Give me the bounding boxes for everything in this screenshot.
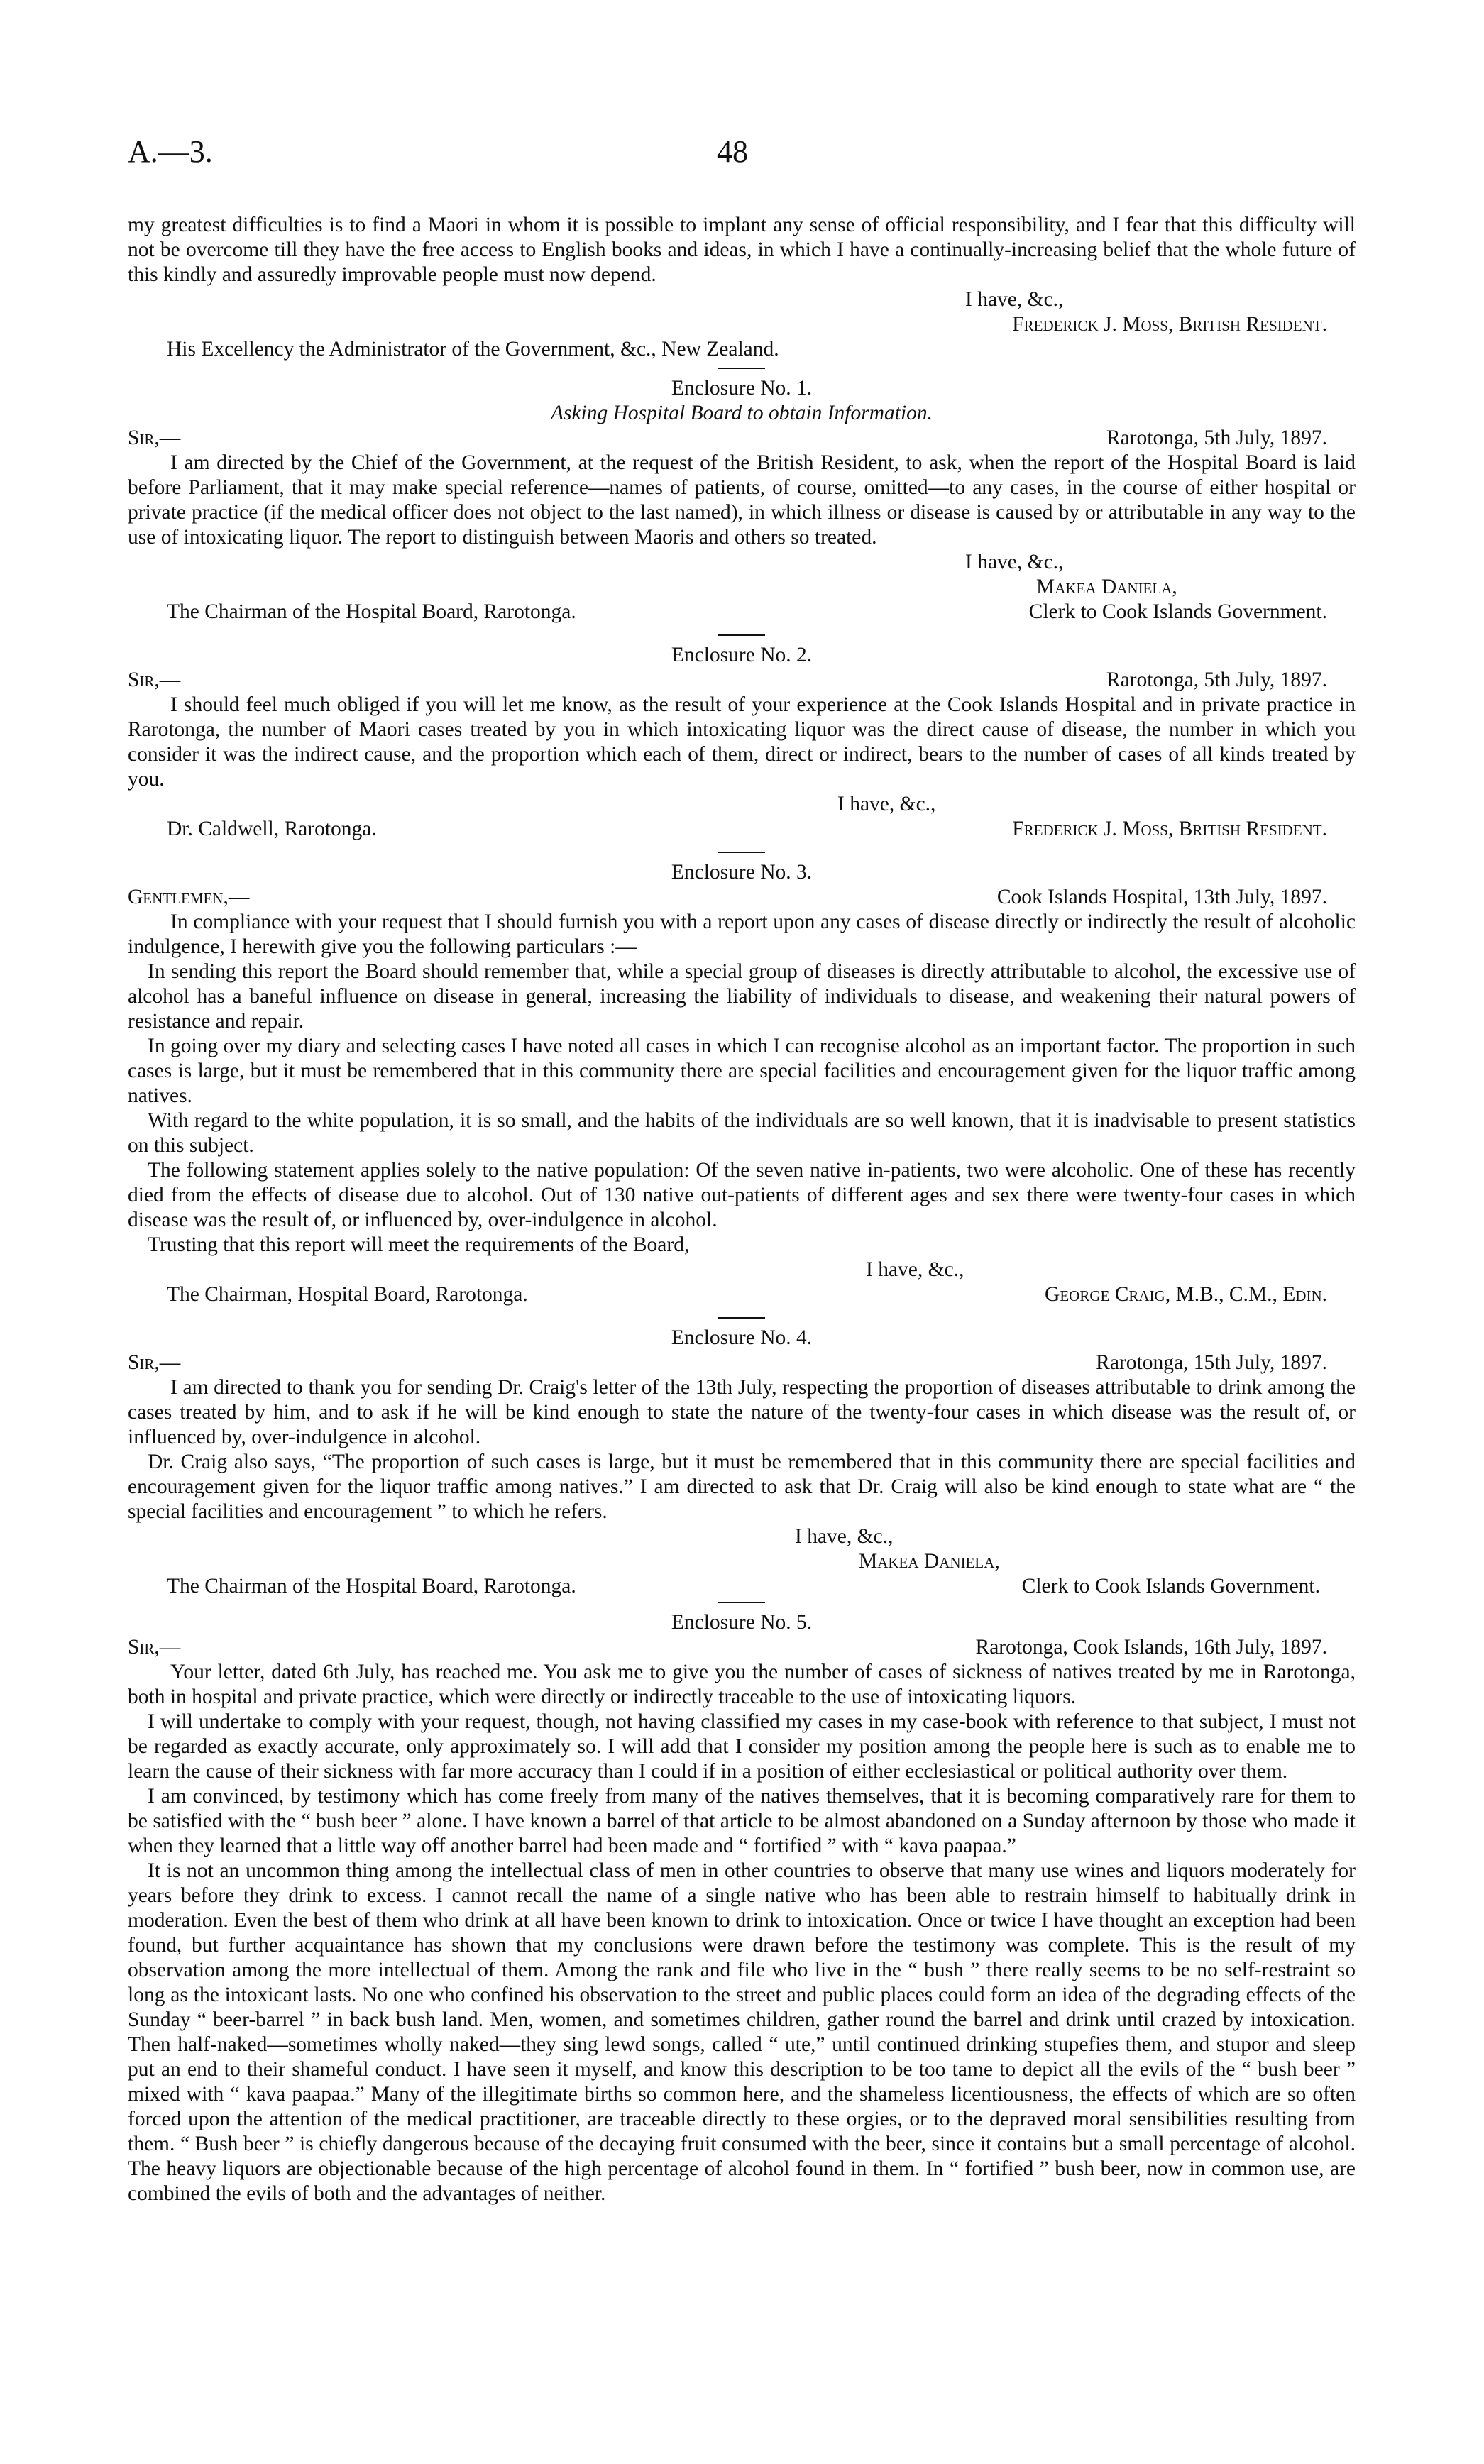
enc4-closing: I have, &c., xyxy=(795,1525,894,1548)
enc2-title: Enclosure No. 2. xyxy=(671,644,813,666)
enc3-paragraph: In sending this report the Board should remember that, while a special group of diseases is directly attributable to alcohol, the excessive use of alcohol has a baneful influence on disease in general, increasing the liability of individuals to disease, and weakening their natural powers of resistance and repair. xyxy=(128,960,1356,1033)
enc5-title: Enclosure No. 5. xyxy=(671,1611,813,1634)
enc3-heading-row xyxy=(128,885,1356,910)
enc1-footer-row xyxy=(128,600,1356,625)
intro-signature-text: Frederick J. Moss, British Resident. xyxy=(1012,313,1327,336)
enc1-body: I am directed by the Chief of the Government, at the request of the British Resident, to ask, when the report of the Hospital Board is laid before Parliament, that it may make special reference—names of patients, of course, omitted—to any cases, in the course of either hospital or private practice (if the medical officer does not object to the last named), in which illness or disease is caused by or attributable in any way to the use of intoxicating liquor. The report to distinguish between Maoris and others so treated. xyxy=(128,451,1356,549)
enc4-paragraph: I am directed to thank you for sending Dr. Craig's letter of the 13th July, respecting the proportion of diseases attributable to drink among the cases treated by him, and to ask if he will be kind enough to state the nature of the twenty-four cases in which disease was the result of, or influenced by, over-indulgence in alcohol. xyxy=(128,1376,1356,1448)
enc5-salutation: Sir,— xyxy=(128,1636,181,1659)
enc4-signature-title: Clerk to Cook Islands Government. xyxy=(1021,1575,1320,1597)
enc3-place-date: Cook Islands Hospital, 13th July, 1897. xyxy=(996,886,1327,908)
enc4-salutation: Sir,— xyxy=(128,1351,181,1374)
enc3-paragraph: In compliance with your request that I should furnish you with a report upon any cases of disease directly or indirectly the result of alcoholic indulgence, I herewith give you the following particulars :— xyxy=(128,911,1356,958)
enc4-heading-row xyxy=(128,1351,1356,1375)
enc4-paragraph: Dr. Craig also says, “The proportion of such cases is large, but it must be remembered that in this community there are special facilities and encouragement given for the liquor traffic among natives.” I am directed to ask that Dr. Craig will also be kind enough to state what are “ the special facilities and encouragement ” to which he refers. xyxy=(128,1451,1356,1523)
enc3-paragraph: With regard to the white population, it is so small, and the habits of the individuals are so well known, that it is inadvisable to present statistics on this subject. xyxy=(128,1109,1356,1157)
enc2-addressee: Dr. Caldwell, Rarotonga. xyxy=(167,818,377,840)
enc3-footer-row xyxy=(128,1282,1356,1307)
enc2-place-date: Rarotonga, 5th July, 1897. xyxy=(1106,669,1327,691)
enc4-signature-name: Makea Daniela, xyxy=(859,1550,1000,1573)
enc3-addressee: The Chairman, Hospital Board, Rarotonga. xyxy=(167,1283,528,1306)
intro-closing: I have, &c., xyxy=(965,288,1064,311)
enc3-salutation: Gentlemen,— xyxy=(128,886,250,908)
enc3-signature: George Craig, M.B., C.M., Edin. xyxy=(1045,1283,1327,1306)
section-divider xyxy=(718,852,765,853)
enc2-salutation: Sir,— xyxy=(128,669,181,691)
page-number: 48 xyxy=(717,134,748,169)
enc4-footer-row xyxy=(128,1574,1356,1599)
enc1-salutation: Sir,— xyxy=(128,427,181,449)
enc3-closing: I have, &c., xyxy=(866,1258,964,1281)
enc1-place-date: Rarotonga, 5th July, 1897. xyxy=(1106,427,1327,449)
section-divider xyxy=(718,368,765,369)
page-body xyxy=(128,213,1356,2206)
report-code: A.—3. xyxy=(128,134,213,169)
enc1-title: Enclosure No. 1. xyxy=(671,377,813,400)
enc1-heading-row xyxy=(128,426,1356,451)
enc4-place-date: Rarotonga, 15th July, 1897. xyxy=(1096,1351,1327,1374)
enc2-footer-row xyxy=(128,817,1356,842)
enc1-signature-title: Clerk to Cook Islands Government. xyxy=(1028,600,1327,623)
enc5-paragraph: It is not an uncommon thing among the intellectual class of men in other countries to observe that many use wines and liquors moderately for years before they drink to excess. I cannot recall the name of a single native who has been able to restrain himself to habitually drink in moderation. Even the best of them who drink at all have been known to drink to intoxication. Once or twice I have thought an exception had been found, but further acquaintance has shown that my conclusions were drawn before the testimony was complete. This is the result of my observation among the more intellectual of them. Among the rank and file who live in the “ bush ” there really seems to be no self-restraint so long as the intoxicant lasts. No one who confined his observation to the street and public places could form an idea of the degrading effects of the Sunday “ beer-barrel ” in back bush land. Men, women, and sometimes children, gather round the barrel and drink until crazed by intoxication. Then half-naked—sometimes wholly naked—they sing lewd songs, called “ ute,” until continued drinking stupefies them, and stupor and sleep put an end to their shameful conduct. I have seen it myself, and know this description to be too tame to depict all the evils of the “ bush beer ” mixed with “ kava paapaa.” Many of the illegitimate births so common here, and the shameless licentiousness, the effects of which are so often forced upon the attention of the medical practitioner, are traceable directly to these orgies, or to the depraved moral sensibilities resulting from them. “ Bush beer ” is chiefly dangerous because of the decaying fruit consumed with the beer, since it contains but a small percentage of alcohol. The heavy liquors are objectionable because of the high percentage of alcohol found in them. In “ fortified ” bush beer, now in common use, are combined the evils of both and the advantages of neither. xyxy=(128,1859,1356,2205)
enc1-subtitle: Asking Hospital Board to obtain Information. xyxy=(550,402,933,424)
enc3-paragraph: In going over my diary and selecting cases I have noted all cases in which I can recognise alcohol as an important factor. The proportion in such cases is large, but it must be remembered that in this community there are special facilities and encouragement given for the liquor traffic among natives. xyxy=(128,1035,1356,1107)
enc3-title: Enclosure No. 3. xyxy=(671,861,813,884)
enc3-paragraph: The following statement applies solely to the native population: Of the seven native in-patients, two were alcoholic. One of these has recently died from the effects of disease due to alcohol. Out of 130 native out-patients of different ages and sex there were twenty-four cases in which disease was the result of, or influenced by, over-indulgence in alcohol. xyxy=(128,1159,1356,1231)
intro-paragraph: my greatest difficulties is to find a Maori in whom it is possible to implant any sense of official responsibility, and I fear that this difficulty will not be overcome till they have the free access to English books and ideas, in which I have a continually-increasing belief that the whole future of this kindly and assuredly improvable people must now depend. xyxy=(128,214,1356,286)
enc5-paragraph: I will undertake to comply with your request, though, not having classified my cases in my case-book with reference to that subject, I must not be regarded as exactly accurate, only approximately so. I will add that I consider my position among the people here is such as to enable me to learn the cause of their sickness with far more accuracy than I could if in a position of either ecclesiastical or political authority over them. xyxy=(128,1710,1356,1783)
enc4-title: Enclosure No. 4. xyxy=(671,1326,813,1349)
enc1-closing: I have, &c., xyxy=(965,551,1064,573)
enc5-heading-row xyxy=(128,1635,1356,1660)
enc5-place-date: Rarotonga, Cook Islands, 16th July, 1897. xyxy=(975,1636,1327,1659)
enc1-signature-name: Makea Daniela, xyxy=(1036,576,1177,598)
enc2-heading-row xyxy=(128,668,1356,693)
enc2-body: I should feel much obliged if you will let me know, as the result of your experience at the Cook Islands Hospital and in private practice in Rarotonga, the number of Maori cases treated by you in which intoxicating liquor was the direct cause of disease, the number in which you consider it was the indirect cause, and the proportion which each of them, direct or indirect, bears to the number of cases of all kinds treated by you. xyxy=(128,693,1356,791)
section-divider xyxy=(718,1602,765,1603)
enc4-addressee: The Chairman of the Hospital Board, Rarotonga. xyxy=(167,1575,576,1597)
enc5-paragraph: Your letter, dated 6th July, has reached me. You ask me to give you the number of cases of sickness of natives treated by me in Rarotonga, both in hospital and private practice, which were directly or indirectly traceable to the use of intoxicating liquors. xyxy=(128,1661,1356,1708)
section-divider xyxy=(718,634,765,636)
enc2-signature: Frederick J. Moss, British Resident. xyxy=(1012,818,1327,840)
enc5-paragraph: I am convinced, by testimony which has come freely from many of the natives themselves, that it is becoming comparatively rare for them to be satisfied with the “ bush beer ” alone. I have known a barrel of that article to be almost abandoned on a Sunday afternoon by those who made it when they learned that a little way off another barrel had been made and “ fortified ” with “ kava paapaa.” xyxy=(128,1785,1356,1857)
enc3-paragraph: Trusting that this report will meet the requirements of the Board, xyxy=(148,1233,690,1256)
intro-addressee: His Excellency the Administrator of the Government, &c., New Zealand. xyxy=(167,338,779,361)
intro-signature xyxy=(128,312,1356,337)
section-divider xyxy=(718,1317,765,1319)
enc2-closing: I have, &c., xyxy=(837,793,936,815)
enc1-addressee: The Chairman of the Hospital Board, Rarotonga. xyxy=(167,600,576,623)
